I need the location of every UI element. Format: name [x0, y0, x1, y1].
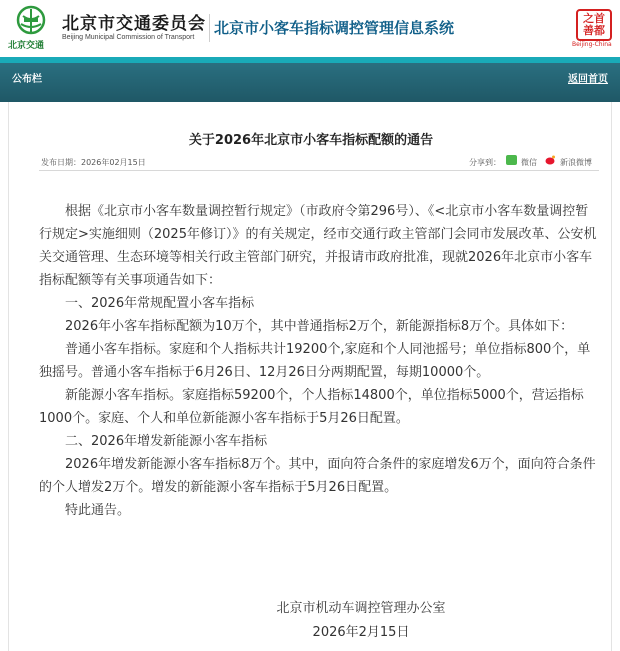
article-body: [39, 200, 599, 522]
section-heading-2: 二、2026年增发新能源小客车指标: [65, 434, 268, 449]
publish-date: 发布日期：2026年02月15日: [41, 158, 146, 167]
capital-seal: [574, 8, 614, 50]
weibo-icon[interactable]: [545, 155, 556, 165]
org-name: 北京市交通委员会: [62, 14, 206, 34]
seal-text: 之首善都: [583, 12, 605, 37]
nav-bar: [0, 57, 620, 102]
paragraph-closing: 特此通告。: [65, 503, 131, 518]
paragraph-regular: 普通小客车指标。家庭和个人指标共计19200个,家庭和个人同池摇号；单位指标800个，单独摇号。普通小客车指标于6月26日、12月26日分两期配置，每期10000个。: [39, 342, 591, 380]
paragraph-new-energy: 新能源小客车指标。家庭指标59200个，个人指标14800个，单位指标5000个，营运指标1000个。家庭、个人和单位新能源小客车指标于5月26日配置。: [39, 388, 584, 426]
meta-divider: [39, 170, 599, 171]
site-header: [0, 0, 620, 57]
wechat-icon[interactable]: [506, 155, 517, 165]
back-home-link[interactable]: 返回首页: [568, 74, 608, 85]
logo-caption: 北京交通: [8, 41, 45, 51]
article-title: 关于2026年北京市小客车指标配额的通告: [188, 133, 434, 148]
nav-bar-body: [0, 63, 620, 102]
share-weibo-link[interactable]: 新浪微博: [560, 158, 592, 167]
org-name-en: Beijing Municipal Commission of Transport: [62, 34, 195, 41]
share-label: 分享到：: [469, 158, 501, 167]
article-meta: [39, 154, 599, 170]
article-panel: [8, 102, 612, 651]
paragraph-intro: 根据《北京市小客车数量调控暂行规定》（市政府令第296号）、《<北京市小客车数量调控暂行规定>实施细则（2025年修订）》的有关规定，经市交通行政主管部门会同市发展改革、公安机关交通管理、生态环境等相关行政主管部门研究，并报请市政府批准，现就2026年北京市小客车指标配额等有关事项通告如下：: [39, 204, 597, 288]
seal-caption: Beijing-China: [572, 41, 612, 48]
share-wechat-link[interactable]: 微信: [521, 158, 537, 167]
signature-org: 北京市机动车调控管理办公室: [276, 601, 446, 616]
beijing-transport-logo[interactable]: [6, 4, 56, 52]
paragraph-quota: 2026年小客车指标配额为10万个，其中普通指标2万个，新能源指标8万个。具体如下：: [65, 319, 574, 334]
paragraph-extra: 2026年增发新能源小客车指标8万个。其中，面向符合条件的家庭增发6万个，面向符合条件的个人增发2万个。增发的新能源小客车指标于5月26日配置。: [39, 457, 596, 495]
signature-date: 2026年2月15日: [312, 625, 410, 640]
section-heading-1: 一、2026年常规配置小客车指标: [65, 296, 255, 311]
system-title: 北京市小客车指标调控管理信息系统: [214, 19, 455, 37]
tab-announcements[interactable]: 公布栏: [12, 74, 42, 85]
header-divider: [209, 14, 210, 42]
